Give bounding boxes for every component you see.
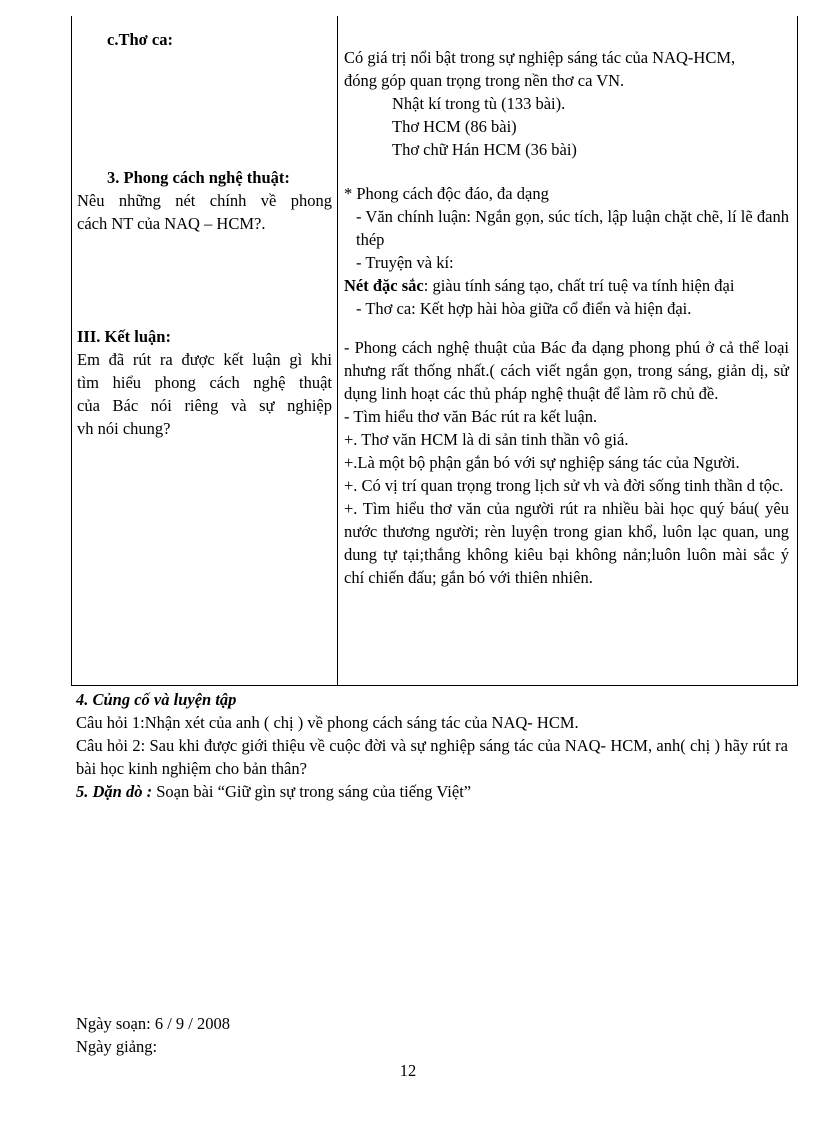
question-2: Câu hỏi 2: Sau khi được giới thiệu về cuộc đời và sự nghiệp sáng tác của NAQ- HCM, anh( chị ) hãy rút ra bài học kinh nghiệm cho bản thân? [76,736,788,778]
question-ket-luan-line3: của Bác nói riêng và sự nghiệp [77,396,332,415]
heading-phong-cach: 3. Phong cách nghệ thuật: [107,168,290,187]
page-number: 12 [399,1061,417,1080]
van-chinh-luan: - Văn chính luận: Ngắn gọn, súc tích, lập luận chặt chẽ, lí lẽ đanh thép [356,207,789,249]
question-ket-luan-line1: Em đã rút ra được kết luận gì khi [77,350,332,369]
right-column [344,46,789,589]
book-nhat-ki: Nhật kí trong tù (133 bài). [392,94,566,113]
tho-ca-text-line2: đóng góp quan trọng trong nền thơ ca VN. [344,71,625,90]
question-phong-cach-line2: cách NT của NAQ – HCM?. [77,214,266,233]
heading-tho-ca: c.Thơ ca: [107,30,173,49]
book-tho-hcm: Thơ HCM (86 bài) [392,117,517,136]
consolidation-section [76,688,788,803]
ngay-soan: Ngày soạn: 6 / 9 / 2008 [76,1014,230,1033]
style-intro: * Phong cách độc đáo, đa dạng [344,184,549,203]
net-dac-sac [344,274,789,297]
footer-dates [76,1012,230,1058]
homework-text: Soạn bài “Giữ gìn sự trong sáng của tiếng Việt” [152,782,472,801]
tho-ca-style: - Thơ ca: Kết hợp hài hòa giữa cổ điển và hiện đại. [356,299,692,318]
ngay-giang: Ngày giảng: [76,1037,158,1056]
conclusion-1: - Phong cách nghệ thuật của Bác đa dạng phong phú ở cả thể loại nhưng rất thống nhất.( cách viết ngắn gọn, trong sáng, giản dị, sử dụng linh hoạt các thủ pháp nghệ thuật để làm rõ chủ đề. [344,338,789,403]
book-tho-chu-han: Thơ chữ Hán HCM (36 bài) [392,140,577,159]
conclusion-5: +. Có vị trí quan trọng trong lịch sử vh và đời sống tinh thần d tộc. [344,476,784,495]
conclusion-2: - Tìm hiểu thơ văn Bác rút ra kết luận. [344,407,598,426]
question-phong-cach-line1: Nêu những nét chính về phong [77,191,332,210]
conclusion-3: +. Thơ văn HCM là di sản tinh thần vô giá. [344,430,629,449]
left-column [77,28,332,440]
heading-ket-luan: III. Kết luận: [77,327,171,346]
net-dac-sac-text: : giàu tính sáng tạo, chất trí tuệ va tính hiện đại [423,276,735,295]
conclusion-4: +.Là một bộ phận gắn bó với sự nghiệp sáng tác của Người. [344,453,740,472]
question-ket-luan-line4: vh nói chung? [77,419,171,438]
truyen-ki: - Truyện và kí: [356,253,454,272]
conclusion-6: +. Tìm hiểu thơ văn của người rút ra nhiều bài học quý báu( yêu nước thương người; rèn luyện trong gian khổ, luôn lạc quan, ung dung tự tại;thắng không kiêu bại không nản;luôn luôn mài sắc ý chí chiến đấu; gắn bó với thiên nhiên. [344,499,789,587]
homework-line [76,780,788,803]
column-divider [337,16,338,685]
question-ket-luan-line2: tìm hiểu phong cách nghệ thuật [77,373,332,392]
heading-cung-co: 4. Củng cố và luyện tập [76,690,237,709]
heading-dan-do: 5. Dặn dò : [76,782,153,801]
lesson-table [71,16,798,686]
question-1: Câu hỏi 1:Nhận xét của anh ( chị ) về phong cách sáng tác của NAQ- HCM. [76,713,579,732]
net-dac-sac-label: Nét đặc sắc [344,276,424,295]
tho-ca-text-line1: Có giá trị nổi bật trong sự nghiệp sáng tác của NAQ-HCM, [344,48,736,67]
